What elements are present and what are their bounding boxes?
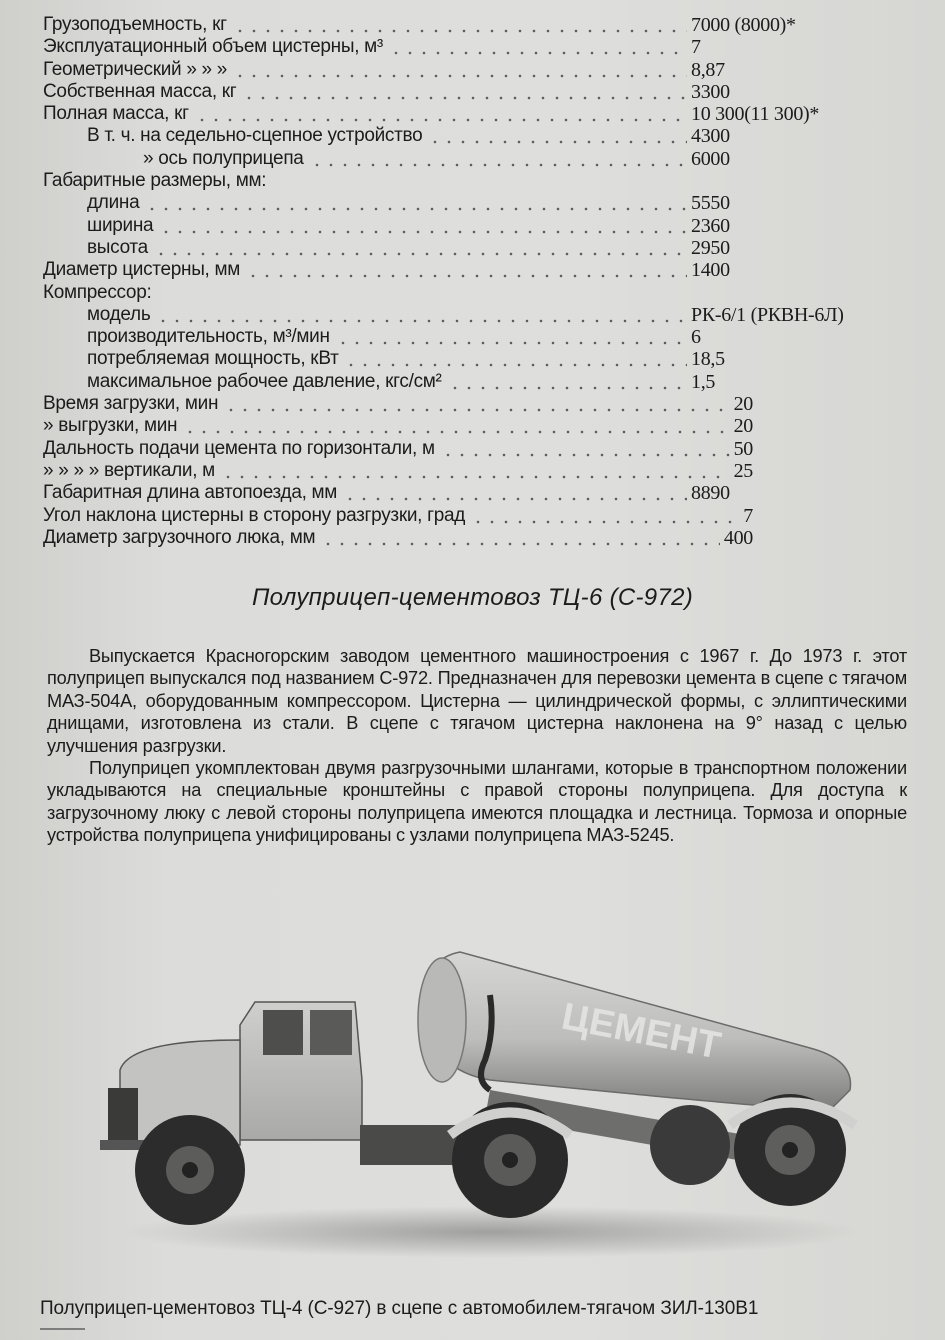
spec-label: Компрессор: bbox=[43, 281, 152, 303]
spec-value: 2950 bbox=[691, 236, 730, 259]
leader-dots bbox=[310, 148, 687, 170]
spec-row bbox=[43, 125, 923, 147]
paragraph: Выпускается Красногорским заводом цементного машиностроения с 1967 г. До 1973 г. этот полуприцеп выпускался под названием С-972. Предназначен для перевозки цемента в сцепе с тягачом МАЗ-504А, оборудованным компрессором. Цистерна — цилиндрической формы, с эллиптическими днищами, изготовлена из стали. В сцепе с тягачом цистерна наклонена на 9° назад с целью улучшения разгрузки. bbox=[47, 646, 907, 756]
spec-value: 7 bbox=[691, 36, 701, 59]
leader-dots bbox=[321, 527, 720, 549]
spec-label: потребляемая мощность, кВт bbox=[87, 348, 339, 370]
spec-value: 4300 bbox=[691, 125, 730, 148]
spec-value: 1400 bbox=[691, 259, 730, 282]
leader-dots bbox=[221, 460, 730, 482]
spec-label: высота bbox=[87, 236, 148, 258]
spec-value: 1,5 bbox=[691, 370, 716, 393]
spec-row bbox=[43, 482, 923, 504]
spec-value: 400 bbox=[723, 526, 753, 549]
spec-value: 5550 bbox=[691, 192, 730, 215]
spec-row bbox=[43, 215, 923, 237]
leader-dots bbox=[154, 237, 687, 259]
spec-row bbox=[43, 237, 923, 259]
spec-value: 3300 bbox=[691, 80, 730, 103]
spec-row bbox=[43, 14, 923, 36]
leader-dots bbox=[233, 59, 687, 81]
spec-label: Диаметр загрузочного люка, мм bbox=[43, 526, 316, 548]
leader-dots bbox=[233, 14, 687, 36]
paragraph: Полуприцеп укомплектован двумя разгрузочными шлангами, которые в транспортном положении укладываются на специальные кронштейны с правой стороны полуприцепа. Для доступа к загрузочному люку с левой стороны полуприцепа имеются площадка и лестница. Тормоза и опорные устройства полуприцепа унифицированы с узлами полуприцепа МАЗ-5245. bbox=[47, 758, 907, 846]
photo-caption: Полуприцеп-цементовоз ТЦ-4 (С-927) в сцепе с автомобилем-тягачом ЗИЛ-130В1 bbox=[40, 1298, 759, 1319]
spec-value: 18,5 bbox=[691, 348, 725, 371]
spec-row bbox=[43, 326, 923, 348]
section-body bbox=[47, 645, 907, 847]
spec-row bbox=[43, 103, 923, 125]
spec-table bbox=[43, 14, 923, 549]
caption-underline bbox=[40, 1328, 85, 1330]
spec-row bbox=[43, 415, 923, 437]
spec-label: » ось полуприцепа bbox=[143, 147, 304, 169]
spec-row bbox=[43, 505, 923, 527]
spec-label: ширина bbox=[87, 214, 154, 236]
leader-dots bbox=[389, 36, 687, 58]
spec-label: Собственная масса, кг bbox=[43, 80, 237, 102]
spec-label: производительность, м³/мин bbox=[87, 326, 330, 348]
spec-row bbox=[43, 348, 923, 370]
spec-value: 6000 bbox=[691, 147, 730, 170]
spec-row bbox=[43, 460, 923, 482]
leader-dots bbox=[156, 304, 687, 326]
spec-label: длина bbox=[87, 192, 140, 214]
leader-dots bbox=[224, 393, 730, 415]
leader-dots bbox=[448, 371, 687, 393]
spec-row bbox=[43, 527, 923, 549]
spec-row bbox=[43, 304, 923, 326]
spec-label: Диаметр цистерны, мм bbox=[43, 259, 241, 281]
spec-row bbox=[43, 259, 923, 281]
spec-row bbox=[43, 192, 923, 214]
spec-value: 8,87 bbox=[691, 58, 725, 81]
spec-label: модель bbox=[87, 303, 151, 325]
spec-label: В т. ч. на седельно-сцепное устройство bbox=[87, 125, 423, 147]
truck-photo bbox=[90, 940, 900, 1270]
leader-dots bbox=[145, 192, 687, 214]
leader-dots bbox=[471, 505, 739, 527]
leader-dots bbox=[159, 215, 687, 237]
spec-row bbox=[43, 393, 923, 415]
spec-label: Время загрузки, мин bbox=[43, 393, 219, 415]
spec-label: » » » » вертикали, м bbox=[43, 459, 215, 481]
spec-row bbox=[43, 81, 923, 103]
spec-value: 20 bbox=[733, 415, 753, 438]
leader-dots bbox=[195, 103, 687, 125]
spec-value: 8890 bbox=[691, 482, 730, 505]
spec-value: 10 300(11 300)* bbox=[691, 103, 820, 126]
spec-row bbox=[43, 282, 923, 304]
spec-row bbox=[43, 371, 923, 393]
spec-value: 2360 bbox=[691, 214, 730, 237]
spec-label: Геометрический » » » bbox=[43, 58, 228, 80]
spec-label: Габаритные размеры, мм: bbox=[43, 170, 267, 192]
spec-value: 6 bbox=[691, 326, 701, 349]
spec-row bbox=[43, 438, 923, 460]
leader-dots bbox=[242, 81, 687, 103]
spec-value: 7 bbox=[743, 504, 753, 527]
leader-dots bbox=[246, 259, 687, 281]
spec-value: 20 bbox=[733, 393, 753, 416]
spec-label: Грузоподъемность, кг bbox=[43, 14, 227, 35]
spec-value: 25 bbox=[733, 459, 753, 482]
tank-lettering: ЦЕМЕНТ bbox=[558, 995, 725, 1068]
spec-row bbox=[43, 148, 923, 170]
spec-label: Эксплуатационный объем цистерны, м³ bbox=[43, 36, 383, 58]
spec-label: Габаритная длина автопоезда, мм bbox=[43, 482, 338, 504]
spec-value: 7000 (8000)* bbox=[691, 14, 796, 36]
spec-label: максимальное рабочее давление, кгс/см² bbox=[87, 370, 442, 392]
leader-dots bbox=[428, 125, 687, 147]
spec-row bbox=[43, 59, 923, 81]
spec-label: Полная масса, кг bbox=[43, 103, 189, 125]
leader-dots bbox=[336, 326, 687, 348]
leader-dots bbox=[344, 348, 687, 370]
section-title: Полуприцеп-цементовоз ТЦ-6 (С-972) bbox=[251, 584, 694, 611]
spec-label: Угол наклона цистерны в сторону разгрузки, град bbox=[43, 504, 466, 526]
spec-label: » выгрузки, мин bbox=[43, 415, 178, 437]
spec-row bbox=[43, 36, 923, 58]
truck-illustration bbox=[90, 940, 900, 1270]
spec-value: РК-6/1 (РКВН-6Л) bbox=[691, 303, 844, 326]
leader-dots bbox=[343, 482, 687, 504]
leader-dots bbox=[441, 438, 730, 460]
spec-row bbox=[43, 170, 923, 192]
spec-value: 50 bbox=[733, 437, 753, 460]
leader-dots bbox=[183, 415, 730, 437]
spec-label: Дальность подачи цемента по горизонтали, м bbox=[43, 437, 435, 459]
